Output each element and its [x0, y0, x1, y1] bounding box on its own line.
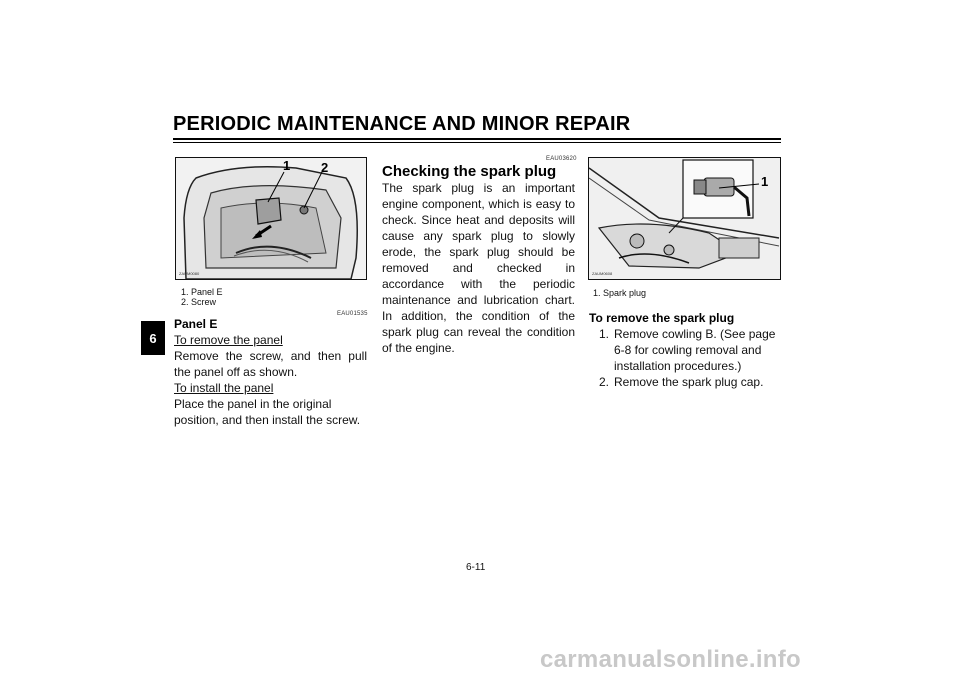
spark-plug-illustration [588, 157, 781, 280]
chapter-tab [141, 321, 165, 355]
section-title-panel-e: Panel E [174, 317, 218, 331]
caption-screw: 2. Screw [181, 297, 217, 307]
chapter-tab-number: 6 [149, 330, 157, 346]
remove-spark-plug-heading: To remove the spark plug [589, 311, 735, 325]
spark-plug-paragraph: The spark plug is an important engine component, which is easy to check. Since heat and deposits will cause any spark plug to slowly erode, the spark plug should be removed and checked in accordance with the periodic maintenance and lubrication chart. In addition, the condition of the spark plug can reveal the condition of the engine. [382, 181, 575, 355]
step-2-text: Remove the spark plug cap. [614, 375, 764, 389]
step-2-number: 2. [599, 375, 610, 389]
spark-plug-drawing [589, 158, 780, 279]
watermark: carmanualsonline.info [540, 646, 802, 673]
eau-code: EAU03620 [546, 156, 577, 162]
figure-code: ZAUM0080 [179, 271, 200, 276]
eau-code: EAU01535 [337, 311, 368, 317]
callout-panel-e: 1 [283, 158, 291, 173]
section-title-spark-plug: Checking the spark plug [382, 163, 557, 180]
panel-e-illustration [175, 157, 367, 280]
header-rule [173, 138, 781, 140]
header-rule-thin [173, 142, 781, 143]
callout-screw: 2 [321, 160, 329, 175]
callout-spark-plug: 1 [761, 174, 769, 189]
page-number: 6-11 [466, 562, 486, 573]
panel-e-drawing [176, 158, 366, 279]
install-panel-heading: To install the panel [174, 381, 274, 395]
figure-code: ZAUM0608 [592, 271, 613, 276]
page-title: PERIODIC MAINTENANCE AND MINOR REPAIR [173, 113, 631, 135]
install-panel-text: Place the panel in the original position, and then install the screw. [174, 397, 361, 427]
caption-spark-plug: 1. Spark plug [593, 288, 647, 298]
remove-panel-heading: To remove the panel [174, 333, 283, 347]
remove-panel-text: Remove the screw, and then pull the panel off as shown. [174, 349, 367, 379]
step-1-text: Remove cowling B. (See page 6-8 for cowling removal and installation procedures.) [614, 327, 776, 373]
caption-panel-e: 1. Panel E [181, 287, 223, 297]
step-1-number: 1. [599, 327, 610, 341]
